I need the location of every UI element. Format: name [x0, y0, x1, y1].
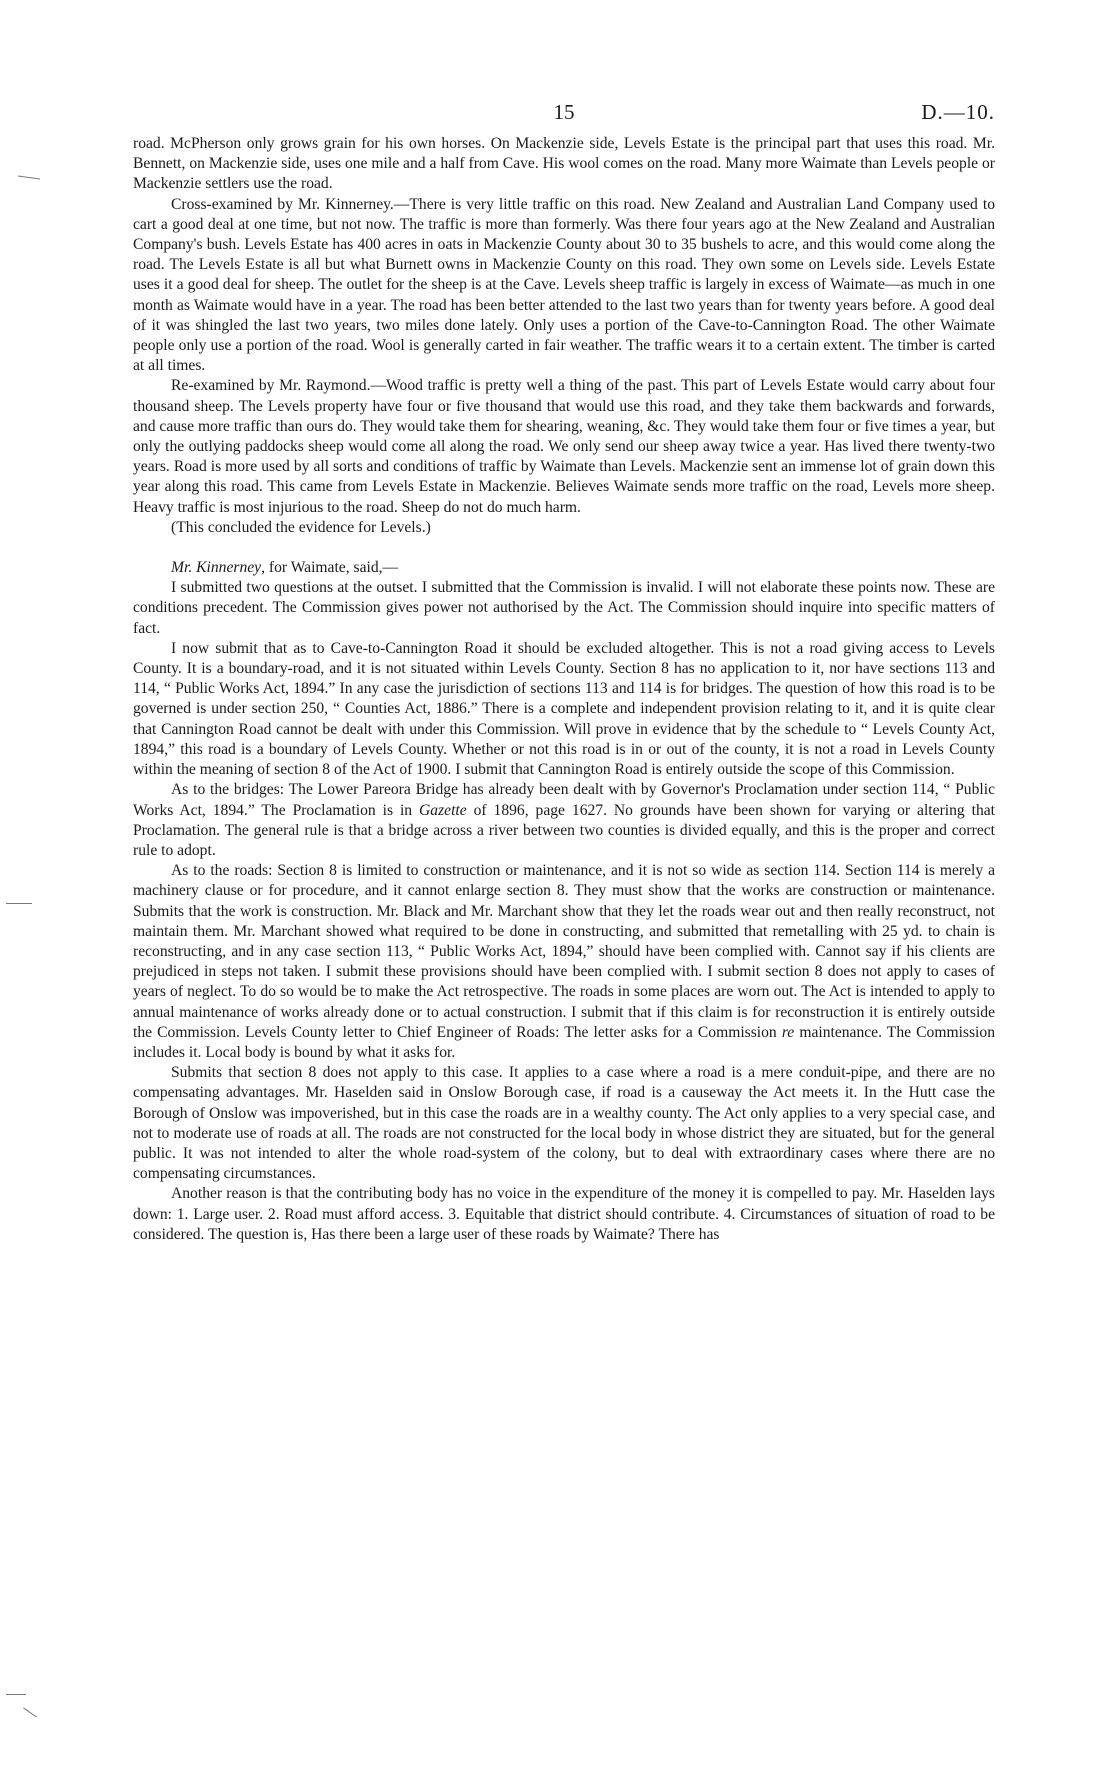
- paragraph: road. McPherson only grows grain for his own horses. On Mackenzie side, Levels Estate is the principal part that uses this road. Mr. Bennett, on Mackenzie side, uses one mile and a half from Cave. His wool comes on the road. Many more Waimate than Levels people or Mackenzie settlers use the road.: [133, 135, 995, 193]
- document-reference: D.—10.: [921, 100, 995, 124]
- margin-mark: [23, 1708, 37, 1718]
- paragraph: I submitted two questions at the outset. I submitted that the Commission is invalid. I will not elaborate these points now. These are conditions precedent. The Commission gives power not authorised by the Act. The Commission should inquire into specific matters of fact.: [133, 579, 995, 637]
- paragraph: Submits that section 8 does not apply to this case. It applies to a case where a road is a mere conduit-pipe, and there are no compensating advantages. Mr. Haselden said in Onslow Borough case, if road is a causeway the Act meets it. In the Hutt case the Borough of Onslow was impoverished, but in this case the roads are in a wealthy county. The Act only applies to a very special case, and not to moderate use of roads at all. The roads are not constructed for the local body in whose district they are situated, but for the general public. It was not intended to alter the whole road-system of the colony, but to deal with extraordinary cases where there are no compensating circumstances.: [133, 1064, 995, 1183]
- document-body: [133, 134, 995, 1245]
- margin-mark: [6, 903, 32, 904]
- speech-intro-text: , for Waimate, said,—: [261, 559, 399, 577]
- paragraph-roads: As to the roads: Section 8 is limited to construction or maintenance, and it is not so wide as section 114. Section 114 is merely a machinery clause or for procedure, and it cannot enlarge section 8. They must show that the works are construction or maintenance. Submits that the work is construction. Mr. Black and Mr. Marchant show that they let the roads wear out and then really reconstruct, not maintain them. Mr. Marchant showed what required to be done in constructing, and submitted that remetalling with 25 yd. to chain is reconstructing, and in any case section 113, “ Public Works Act, 1894,” should have been complied with. Cannot say if his clients are prejudiced in steps not taken. I submit these provisions should have been complied with. I submit section 8 does not apply to cases of years of neglect. To do so would be to make the Act retrospective. The roads in some places are worn out. The Act is intended to apply to annual maintenance of works already done or to actual construction. I submit that if this claim is for reconstruction it is entirely outside the Commission. Levels County letter to Chief Engineer of Roads: The letter asks for a Commission re maintenance. The Commission includes it. Local body is bound by what it asks for.: [133, 862, 995, 1061]
- paragraph-bridges: As to the bridges: The Lower Pareora Bridge has already been dealt with by Governor's Proclamation under section 114, “ Public Works Act, 1894.” The Proclamation is in Gazette of 1896, page 1627. No grounds have been shown for varying or altering that Proclamation. The general rule is that a bridge across a river between two counties is divided equally, and this is the proper and correct rule to adopt.: [133, 781, 995, 859]
- page-header: [133, 100, 995, 134]
- speech-intro: [133, 558, 995, 578]
- page-number: 15: [553, 100, 575, 124]
- paragraph: Re-examined by Mr. Raymond.—Wood traffic is pretty well a thing of the past. This part of Levels Estate would carry about four thousand sheep. The Levels property have four or five thousand that would use this road, and they take them backwards and forwards, and cause more traffic than ours do. They would take them for shearing, weaning, &c. They would take them four or five times a year, but only the outlying paddocks sheep would come all along the road. We only send our sheep away twice a year. Has lived there twenty-two years. Road is more used by all sorts and conditions of traffic by Waimate than Levels. Mackenzie sent an immense lot of grain down this year along this road. This came from Levels Estate in Mackenzie. Believes Waimate sends more traffic on the road, Levels more sheep. Heavy traffic is most injurious to the road. Sheep do not do much harm.: [133, 377, 995, 516]
- margin-mark: [6, 1694, 26, 1695]
- paragraph: (This concluded the evidence for Levels.): [171, 518, 431, 536]
- paragraph: Cross-examined by Mr. Kinnerney.—There is very little traffic on this road. New Zealand and Australian Land Company used to cart a good deal at one time, but not now. The traffic is more than formerly. Was there four years ago at the New Zealand and Australian Company's bush. Levels Estate has 400 acres in oats in Mackenzie County about 30 to 35 bushels to acre, and this would come along the road. The Levels Estate is all but what Burnett owns in Mackenzie County on this road. They own some on Levels side. Levels Estate uses it a good deal for sheep. The outlet for the sheep is at the Cave. Levels sheep traffic is largely in excess of Waimate—as much in one month as Waimate would have in a year. The road has been better attended to the last two years than for twenty years before. A good deal of it was shingled the last two years, two miles done lately. Only uses a portion of the Cave-to-Cannington Road. The other Waimate people only use a portion of the road. Wool is generally carted in fair weather. The traffic wears it to a certain extent. The timber is carted at all times.: [133, 195, 995, 375]
- speaker-name: Mr. Kinnerney: [171, 559, 262, 577]
- paragraph: I now submit that as to Cave-to-Cannington Road it should be excluded altogether. This is not a road giving access to Levels County. It is a boundary-road, and it is not situated within Levels County. Section 8 has no application to it, nor have sections 113 and 114, “ Public Works Act, 1894.” In any case the jurisdiction of sections 113 and 114 is for bridges. The question of how this road is to be governed is under section 250, “ Counties Act, 1886.” There is a complete and independent provision relating to it, and it is quite clear that Cannington Road cannot be dealt with under this Commission. Will prove in evidence that by the schedule to “ Levels County Act, 1894,” this road is a boundary of Levels County. Whether or not this road is in or out of the county, it is not a road in Levels County within the meaning of section 8 of the Act of 1900. I submit that Cannington Road is entirely outside the scope of this Commission.: [133, 639, 995, 779]
- margin-mark: [18, 175, 40, 179]
- document-page: [133, 100, 995, 1245]
- paragraph: Another reason is that the contributing body has no voice in the expenditure of the money it is compelled to pay. Mr. Haselden lays down: 1. Large user. 2. Road must afford access. 3. Equitable that district should contribute. 4. Circumstances of situation of road to be considered. The question is, Has there been a large user of these roads by Waimate? There has: [133, 1185, 995, 1243]
